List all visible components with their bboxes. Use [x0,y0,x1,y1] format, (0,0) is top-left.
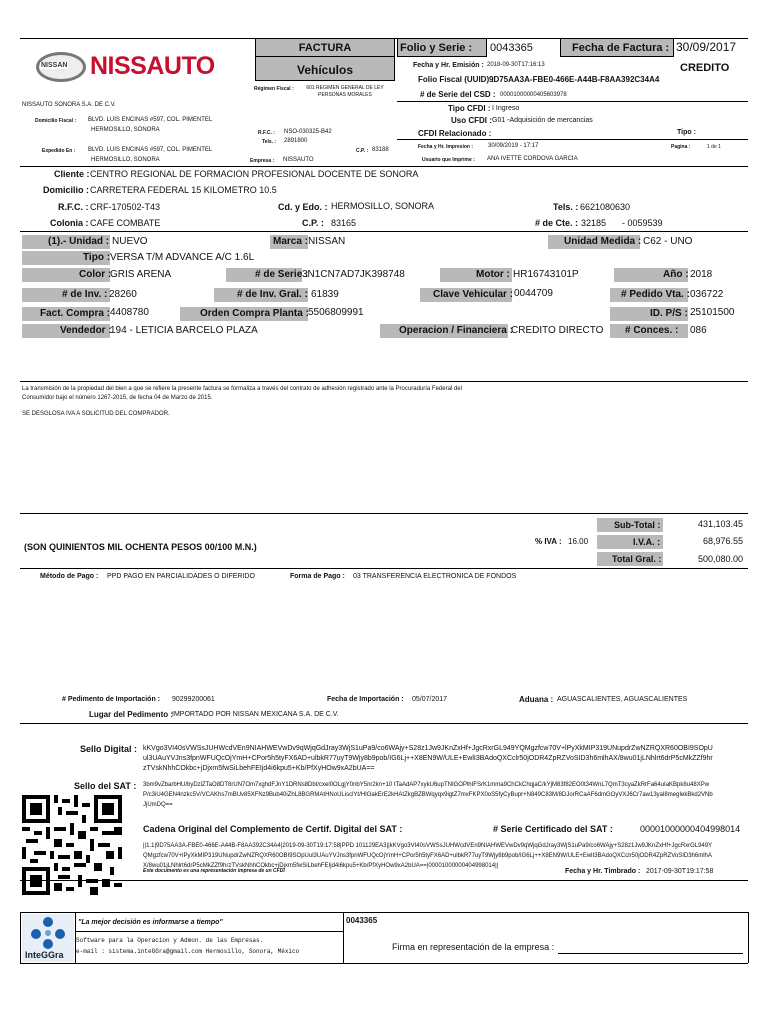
tels-emisor-label: Tels. : [262,139,277,145]
cp-cliente-value: 83165 [331,218,357,228]
vendedor-value: 194 - LETICIA BARCELO PLAZA [110,325,258,336]
rfc-cliente-value: CRF-170502-T43 [90,202,161,212]
sello-digital-label: Sello Digital : [80,744,138,754]
cert-label: # Serie Certificado del SAT : [493,824,613,834]
cp-cliente-label: C.P. : [302,218,324,228]
footer-folio: 0043365 [346,916,378,925]
pedimento-label: # Pedimento de Importación : [62,696,161,703]
pedido-label: # Pedido Vta. : [621,289,690,300]
inv-value: 28260 [109,289,137,300]
usuario-label: Usuario que Imprime : [422,157,475,163]
aduana-label: Aduana : [519,695,554,704]
serie-value: 3N1CN7AD7JK398748 [302,269,405,280]
unidad-label: (1).- Unidad : [48,236,110,247]
csd-value: 00001000000405603978 [500,92,567,98]
clave-label: Clave Vehicular : [433,289,514,300]
forma-label: Forma de Pago : [290,573,345,580]
cert-value: 00001000000404998014 [640,824,741,834]
integgra-brand: InteGGra [25,950,64,960]
colonia-label: Colonia : [50,218,89,228]
cte-label: # de Cte. : [535,218,579,228]
expedido-label: Expedido En : [42,148,76,154]
uuid-value: 9D75AA3A-FBE0-466E-A44B-F8AA392C34A4 [489,75,660,84]
pedido-value: 036722 [690,289,724,300]
motor-value: HR16743101P [513,269,579,280]
uso-cfdi-label: Uso CFDI : [451,116,492,125]
operacion-label: Operacion / Financiera : [399,325,513,336]
medida-value: C62 - UNO [643,236,693,247]
pagina-label: Pagina : [671,144,691,150]
nota-1: La transmisión de la propiedad del bien a que se refiere la presente factura se formaliza a través del contrato de adhesión registrado ante la Procuraduría Federal del [22,386,462,392]
medida-label: Unidad Medida : [564,236,642,247]
empresa-value: NISSAUTO [283,157,314,163]
letra: (SON QUINIENTOS MIL OCHENTA PESOS 00/100 M.N.) [24,542,257,552]
logo-text: NISSAUTO [90,52,215,80]
software-line-1: Software para la Operacion y Admon. de las Empresas. [76,937,264,944]
tels-cliente-value: 6621080630 [580,202,631,212]
tipo-cfdi-value: I Ingreso [492,105,520,112]
lema: "La mejor decisión es informarse a tiempo" [78,919,223,926]
usuario-value: ANA IVETTE CORDOVA GARCIA [487,156,578,162]
emisor-name: NISSAUTO SONORA S.A. DE C.V. [22,102,116,108]
edo-label: Cd. y Edo. : [278,202,328,212]
sello-digital-value: kKVgo3VI40sVWSsJUHWcdVEn9NIAHWEVwDv9qWjqGdJray3WjS1uPa9/co6WAjy+S28z1Jw9JKnZxHf+JgcRxrGL949YQMgzfcw70V+lPyXkMIP319UNupdrZwNZRQXR60OBI9SOpUul3UAuYVJns3fpnWFUQcOjYmH+CPor5h5tyFX6AD+ulbkR77uyT9Wjy8b9pob/IG6Lj++X8EN9W/ULE+EwlI3BAdoQXCclr50jODR4ZpRZVoSID3h6mlhAX/8wu01jLNhlrt6drP5cMkZZf9hrzTVskNhhCOkbc+jDjxm5fwSiLbehFEIjd4i6kpu5+Kb/PfXyHOw9xA2bUA== [143,745,713,772]
anio-value: 2018 [690,269,713,280]
vehiculos-title: Vehículos [296,63,354,77]
unidad-value: NUEVO [112,236,148,247]
tels-emisor-value: 2891800 [284,138,308,144]
uuid-label: Folio Fiscal (UUID) : [418,75,494,84]
color-label: Color : [79,269,112,280]
inv-gral-label: # de Inv. Gral. : [237,289,308,300]
folio-value: 0043365 [490,42,533,54]
tipo-label: Tipo : [83,252,111,263]
edo-value: HERMOSILLO, SONORA [331,201,435,211]
factura-title: FACTURA [298,42,352,54]
orden-label: Orden Compra Planta : [200,308,309,319]
vendedor-label: Vendedor : [60,325,112,336]
domicilio-fiscal-1: BLVD. LUIS ENCINAS #597, COL. PIMENTEL [88,117,213,123]
sello-sat-value: 3bm9vZbarbHU/byDzlZTaO8DT8rUN7Om7xghdFJnY1DRNs8Dbt/cxel0OLgjY0nbY5nr2kn+10 tTaAdAP7xykU6upTNIGOPlhIFSrK1mma9ChCkChqjaC/kYjM83f82EO0t34WnL7QmT3cyaZkRrFa64uIaKBpk8u48XPwP/c3iU4GEN4nzkc5V/VCAKhs7mBUv85XFNz9Bub40iZhL8BGRMAtHNoULisclYt/HIGakErE2kHAtZkgBZBWqyqx9igtZ7mxFKPX0oS5fyCyBupr+N849C83M/8DJorRCaAF6dmGOyVXJ6Cr7aw13yal8megIekBkd2VNbJjUmDQ== [143,782,713,808]
tipo-value: VERSA T/M ADVANCE A/C 1.6L [110,252,255,263]
inv-label: # de Inv. : [62,289,108,300]
cliente-label: Cliente : [54,169,90,179]
tipo2-label: Tipo : [677,129,696,136]
pedimento-value: 90299200061 [172,696,215,703]
iva-pct-value: 16.00 [568,537,589,546]
cp-emisor-label: C.P. : [356,148,369,154]
cadena-value: ||1.1|9D75AA3A-FBE0-466E-A44B-F8AA392C34A4|2019-09-30T19:17:58|PPD 101129EA3||kKVgo3VI40sVWSsJUHWcdVEn9NIAHWEVwDv9qWjqGdJray3WjS1uPa9/co6WAjy+S28z1Jw9JKnZxHf+JgcRxrGL949YQMgzfcw70V+lPyXkMIP319UNupdrZwNZRQXR60OBI9SOpUul3UAuYVJns3fpnWFUQcOjYmH+CPor5h5tyFX6AD+ulbkR77uyT9Wjy8b9pob/IG6Lj++X8EN9W/ULE+EwlI3BAdoQXCclr50jODR4ZpRZVoSID3h6mlhAX/8wu01jLNhlrt6drP5cMkZZf9hrzTVskNhhCOkbc+jDjxm5fwSiLbehFEIjd4i6kpu5+Kb/PfXyHOw9xA2bUA==|00001000000404998014|| [143,843,713,869]
iva-pct-label: % IVA : [535,537,562,546]
sello-sat-label: Sello del SAT : [74,781,137,791]
logo [32,50,232,84]
pagina-value: 1 de 1 [707,144,721,150]
colonia-value: CAFE COMBATE [90,218,161,228]
domicilio-value: CARRETERA FEDERAL 15 KILOMETRO 10.5 [90,185,277,195]
conces-value: 086 [690,325,707,336]
cte-value: 32185 [581,218,607,228]
emision-value: 2018-09-30T17:16:13 [487,62,545,68]
motor-label: Motor : [476,269,510,280]
subtotal-value: 431,103.45 [697,519,743,529]
nota-3: SE DESGLOSA IVA A SOLICITUD DEL COMPRADOR. [22,411,170,417]
tels-cliente-label: Tels. : [553,202,579,212]
metodo-label: Método de Pago : [40,573,99,580]
fecha-factura-value: 30/09/2017 [676,40,737,54]
serie-label: # de Serie : [255,269,309,280]
marca-value: NISSAN [308,236,346,247]
marca-label: Marca : [273,236,309,247]
firma-label: Firma en representación de la empresa : [392,942,555,952]
leyenda: Este documento es una representación impresa de un CFDI [143,868,285,874]
total-value: 500,080.00 [697,554,743,564]
metodo-value: PPD PAGO EN PARCIALIDADES O DIFERIDO [107,573,255,580]
aduana-value: AGUASCALIENTES, AGUASCALIENTES [557,696,688,703]
cte2-value: - 0059539 [622,218,663,228]
relacionado-label: CFDI Relacionado : [418,129,492,138]
timbrado-label: Fecha y Hr. Timbrado : [565,868,641,875]
idps-value: 25101500 [690,307,735,318]
nota-2: Consumidor bajo el número 1267-2015, de fecha 04 de Marzo de 2015. [22,395,213,401]
emision-label: Fecha y Hr. Emisión : [413,62,484,69]
impresion-label: Fecha y Hr. Impresion : [418,144,474,150]
rfc-emisor-label: R.F.C. : [258,130,275,136]
credito-label: CREDITO [680,62,730,74]
timbrado-value: 2017-09-30T19:17:58 [646,868,714,875]
forma-value: 03 TRANSFERENCIA ELECTRONICA DE FONDOS [353,573,517,580]
operacion-value: CREDITO DIRECTO [511,325,604,336]
domicilio-fiscal-label: Domicilio Fiscal : [35,118,77,124]
color-value: GRIS ARENA [110,269,172,280]
total-label: Total Gral. : [612,554,662,564]
iva-value: 68,976.55 [702,536,743,546]
uso-cfdi-value: G01 -Adquisición de mercancias [492,117,593,124]
fecha-import-label: Fecha de Importación : [327,696,404,703]
lugar-value: IMPORTADO POR NISSAN MEXICANA S.A. DE C.V. [172,711,339,718]
conces-label: # Conces. : [625,325,679,336]
compra-value: 4408780 [110,307,149,318]
regimen-value: 601 REGIMEN GENERAL DE LEY PERSONAS MORALES [306,85,384,98]
folio-label: Folio y Serie : [400,42,473,54]
csd-label: # de Serie del CSD : [420,90,496,99]
rfc-emisor-value: NSO-030325-B42 [284,129,332,135]
software-line-2: e-mail : sistema.inteGGra@gmail.com Hermosillo, Sonora, México [76,948,300,955]
integgra-logo [22,914,74,962]
expedido-1: BLVD. LUIS ENCINAS #597, COL. PIMENTEL [88,147,213,153]
expedido-2: HERMOSILLO, SONORA [91,157,160,163]
cp-emisor-value: 83188 [372,147,389,153]
domicilio-fiscal-2: HERMOSILLO, SONORA [91,127,160,133]
inv-gral-value: 61839 [311,289,339,300]
iva-label: I.V.A. : [633,537,661,547]
clave-value: 0044709 [514,288,553,299]
domicilio-label: Domicilio : [43,185,90,195]
rfc-cliente-label: R.F.C. : [58,202,89,212]
tipo-cfdi-label: Tipo CFDI : [448,104,491,113]
fecha-factura-label: Fecha de Factura : [572,42,670,54]
empresa-label: Empresa : [250,158,275,164]
cadena-label: Cadena Original del Complemento de Certif. Digital del SAT : [143,824,403,834]
compra-label: Fact. Compra : [40,308,111,319]
idps-label: ID. P/S : [650,308,688,319]
impresion-value: 30/09/2019 - 17:17 [488,143,539,149]
cliente-value: CENTRO REGIONAL DE FORMACION PROFESIONAL DOCENTE DE SONORA [90,169,419,179]
anio-label: Año : [663,269,689,280]
subtotal-label: Sub-Total : [614,520,661,530]
lugar-label: Lugar del Pedimento : [89,710,174,719]
logo-small-text: NISSAN [41,62,68,69]
orden-value: 5506809991 [308,307,364,318]
regimen-label: Régimen Fiscal : [254,86,294,92]
fecha-import-value: 05/07/2017 [412,696,448,703]
